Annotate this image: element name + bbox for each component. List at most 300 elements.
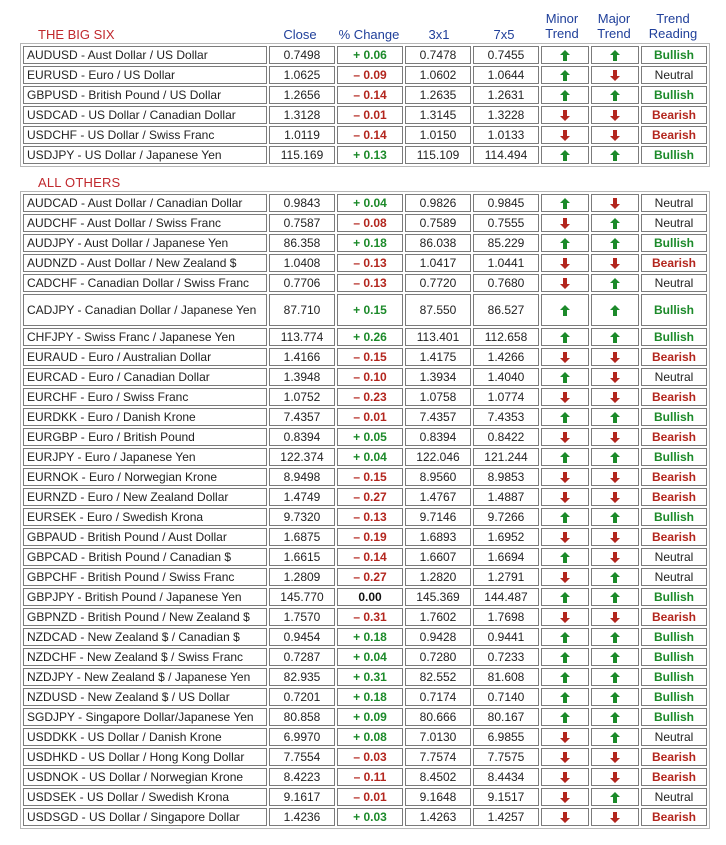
table-row — [23, 146, 707, 164]
close-cell: 0.7706 — [269, 274, 335, 292]
pair-cell: AUDCHF - Aust Dollar / Swiss Franc — [23, 214, 267, 232]
minor-trend-cell — [541, 294, 589, 326]
close-cell: 82.935 — [269, 668, 335, 686]
3x1-cell: 7.4357 — [405, 408, 471, 426]
table-row — [23, 528, 707, 546]
down-arrow-icon — [610, 372, 620, 383]
down-arrow-icon — [610, 392, 620, 403]
up-arrow-icon — [610, 238, 620, 249]
up-arrow-icon — [610, 452, 620, 463]
pct-change-cell: + 0.06 — [337, 46, 403, 64]
7x5-cell: 9.7266 — [473, 508, 539, 526]
down-arrow-icon — [610, 352, 620, 363]
close-cell: 1.2656 — [269, 86, 335, 104]
up-arrow-icon — [560, 692, 570, 703]
up-arrow-icon — [560, 412, 570, 423]
down-arrow-icon — [610, 492, 620, 503]
3x1-cell: 113.401 — [405, 328, 471, 346]
major-trend-cell — [591, 254, 639, 272]
close-cell: 0.7498 — [269, 46, 335, 64]
down-arrow-icon — [610, 612, 620, 623]
up-arrow-icon — [560, 305, 570, 316]
3x1-cell: 7.0130 — [405, 728, 471, 746]
7x5-cell: 86.527 — [473, 294, 539, 326]
all-others-table — [20, 191, 710, 829]
major-trend-cell — [591, 508, 639, 526]
minor-trend-cell — [541, 126, 589, 144]
pair-cell: USDNOK - US Dollar / Norwegian Krone — [23, 768, 267, 786]
3x1-cell: 1.0758 — [405, 388, 471, 406]
pct-change-cell: + 0.03 — [337, 808, 403, 826]
7x5-cell: 7.4353 — [473, 408, 539, 426]
pct-change-cell: – 0.27 — [337, 568, 403, 586]
up-arrow-icon — [560, 632, 570, 643]
3x1-cell: 1.2820 — [405, 568, 471, 586]
pair-cell: GBPUSD - British Pound / US Dollar — [23, 86, 267, 104]
pair-cell: GBPJPY - British Pound / Japanese Yen — [23, 588, 267, 606]
trend-reading-cell: Bullish — [641, 708, 707, 726]
trend-reading-cell: Bearish — [641, 388, 707, 406]
pct-change-cell: – 0.13 — [337, 254, 403, 272]
down-arrow-icon — [560, 532, 570, 543]
table-row — [23, 708, 707, 726]
up-arrow-icon — [560, 150, 570, 161]
table-row — [23, 46, 707, 64]
down-arrow-icon — [610, 198, 620, 209]
trend-reading-cell: Bullish — [641, 688, 707, 706]
major-trend-cell — [591, 488, 639, 506]
pct-change-cell: – 0.15 — [337, 468, 403, 486]
trend-reading-cell: Bearish — [641, 348, 707, 366]
close-cell: 1.6875 — [269, 528, 335, 546]
table-row — [23, 648, 707, 666]
table-row — [23, 508, 707, 526]
up-arrow-icon — [560, 452, 570, 463]
major-trend-cell — [591, 328, 639, 346]
table-row — [23, 234, 707, 252]
close-cell: 0.8394 — [269, 428, 335, 446]
up-arrow-icon — [610, 305, 620, 316]
close-cell: 1.6615 — [269, 548, 335, 566]
7x5-cell: 1.7698 — [473, 608, 539, 626]
down-arrow-icon — [610, 472, 620, 483]
trend-reading-header — [642, 11, 704, 41]
minor-trend-cell — [541, 194, 589, 212]
up-arrow-icon — [610, 50, 620, 61]
major-trend-cell — [591, 428, 639, 446]
table-row — [23, 768, 707, 786]
major-trend-cell — [591, 66, 639, 84]
trend-reading-cell: Neutral — [641, 728, 707, 746]
3x1-cell: 0.7478 — [405, 46, 471, 64]
trend-reading-cell: Bullish — [641, 328, 707, 346]
table-row — [23, 608, 707, 626]
3x1-cell: 9.7146 — [405, 508, 471, 526]
7x5-cell: 112.658 — [473, 328, 539, 346]
down-arrow-icon — [560, 752, 570, 763]
3x1-cell: 9.1648 — [405, 788, 471, 806]
pct-change-cell: – 0.09 — [337, 66, 403, 84]
up-arrow-icon — [560, 712, 570, 723]
minor-trend-cell — [541, 66, 589, 84]
trend-reading-cell: Neutral — [641, 788, 707, 806]
major-trend-cell — [591, 608, 639, 626]
7x5-cell: 144.487 — [473, 588, 539, 606]
table-row — [23, 448, 707, 466]
table-row — [23, 274, 707, 292]
trend-reading-cell: Bullish — [641, 294, 707, 326]
trend-reading-cell: Bearish — [641, 428, 707, 446]
major-trend-cell — [591, 788, 639, 806]
table-row — [23, 548, 707, 566]
close-cell: 1.3128 — [269, 106, 335, 124]
major-trend-cell — [591, 126, 639, 144]
down-arrow-icon — [610, 110, 620, 121]
major-trend-header-line1: Major — [597, 11, 631, 26]
pair-cell: USDCHF - US Dollar / Swiss Franc — [23, 126, 267, 144]
up-arrow-icon — [560, 238, 570, 249]
close-cell: 80.858 — [269, 708, 335, 726]
pair-cell: NZDUSD - New Zealand $ / US Dollar — [23, 688, 267, 706]
close-cell: 87.710 — [269, 294, 335, 326]
pct-change-cell: – 0.11 — [337, 768, 403, 786]
trend-reading-cell: Bearish — [641, 528, 707, 546]
down-arrow-icon — [610, 70, 620, 81]
pair-cell: NZDCAD - New Zealand $ / Canadian $ — [23, 628, 267, 646]
pair-cell: AUDUSD - Aust Dollar / US Dollar — [23, 46, 267, 64]
close-cell: 8.9498 — [269, 468, 335, 486]
pct-change-cell: – 0.01 — [337, 788, 403, 806]
pct-change-cell: – 0.14 — [337, 86, 403, 104]
trend-reading-cell: Bullish — [641, 86, 707, 104]
7x5-cell: 1.0441 — [473, 254, 539, 272]
major-trend-cell — [591, 688, 639, 706]
7x5-cell: 1.2791 — [473, 568, 539, 586]
table-row — [23, 668, 707, 686]
pct-change-cell: – 0.14 — [337, 126, 403, 144]
3x1-cell: 0.7174 — [405, 688, 471, 706]
up-arrow-icon — [560, 652, 570, 663]
major-trend-cell — [591, 548, 639, 566]
pair-cell: AUDCAD - Aust Dollar / Canadian Dollar — [23, 194, 267, 212]
pair-cell: GBPAUD - British Pound / Aust Dollar — [23, 528, 267, 546]
pair-cell: AUDNZD - Aust Dollar / New Zealand $ — [23, 254, 267, 272]
minor-trend-cell — [541, 274, 589, 292]
3x1-cell: 0.7280 — [405, 648, 471, 666]
minor-trend-header-line1: Minor — [545, 11, 579, 26]
table-row — [23, 126, 707, 144]
3x1-cell: 87.550 — [405, 294, 471, 326]
3x1-cell: 8.4502 — [405, 768, 471, 786]
pct-change-cell: – 0.01 — [337, 408, 403, 426]
table-row — [23, 628, 707, 646]
close-cell: 1.0408 — [269, 254, 335, 272]
close-cell: 0.7587 — [269, 214, 335, 232]
pair-cell: EURDKK - Euro / Danish Krone — [23, 408, 267, 426]
table-row — [23, 328, 707, 346]
pct-change-cell: + 0.15 — [337, 294, 403, 326]
table-row — [23, 368, 707, 386]
pair-cell: USDCAD - US Dollar / Canadian Dollar — [23, 106, 267, 124]
up-arrow-icon — [610, 692, 620, 703]
down-arrow-icon — [560, 392, 570, 403]
major-trend-header-line2: Trend — [597, 26, 631, 41]
pct-change-cell: – 0.13 — [337, 274, 403, 292]
pct-change-cell: + 0.13 — [337, 146, 403, 164]
trend-reading-cell: Neutral — [641, 568, 707, 586]
7x5-cell: 7.7575 — [473, 748, 539, 766]
trend-reading-cell: Bullish — [641, 648, 707, 666]
7x5-cell: 8.4434 — [473, 768, 539, 786]
column-header-row — [0, 10, 726, 44]
minor-trend-header — [537, 11, 587, 41]
trend-reading-cell: Bullish — [641, 46, 707, 64]
close-cell: 6.9970 — [269, 728, 335, 746]
3x1-cell: 145.369 — [405, 588, 471, 606]
trend-reading-cell: Bearish — [641, 468, 707, 486]
3x1-cell: 0.7720 — [405, 274, 471, 292]
up-arrow-icon — [560, 672, 570, 683]
minor-trend-cell — [541, 328, 589, 346]
3x1-cell: 82.552 — [405, 668, 471, 686]
major-trend-cell — [591, 728, 639, 746]
pair-cell: NZDJPY - New Zealand $ / Japanese Yen — [23, 668, 267, 686]
3x1-cell: 1.4263 — [405, 808, 471, 826]
up-arrow-icon — [560, 70, 570, 81]
close-cell: 0.7201 — [269, 688, 335, 706]
table-row — [23, 748, 707, 766]
3x1-cell: 1.6893 — [405, 528, 471, 546]
pair-cell: USDSGD - US Dollar / Singapore Dollar — [23, 808, 267, 826]
pair-cell: USDDKK - US Dollar / Danish Krone — [23, 728, 267, 746]
trend-reading-cell: Bearish — [641, 608, 707, 626]
up-arrow-icon — [560, 592, 570, 603]
major-trend-cell — [591, 46, 639, 64]
trend-reading-cell: Bearish — [641, 106, 707, 124]
pair-cell: GBPCHF - British Pound / Swiss Franc — [23, 568, 267, 586]
3x1-cell: 1.4175 — [405, 348, 471, 366]
pair-cell: EURNZD - Euro / New Zealand Dollar — [23, 488, 267, 506]
major-trend-cell — [591, 234, 639, 252]
down-arrow-icon — [560, 572, 570, 583]
trend-reading-cell: Bullish — [641, 146, 707, 164]
major-trend-cell — [591, 294, 639, 326]
table-row — [23, 568, 707, 586]
down-arrow-icon — [560, 732, 570, 743]
trend-reading-cell: Bullish — [641, 628, 707, 646]
trend-reading-cell: Neutral — [641, 274, 707, 292]
major-trend-cell — [591, 568, 639, 586]
7x5-cell: 1.4040 — [473, 368, 539, 386]
close-cell: 7.7554 — [269, 748, 335, 766]
big-six-title: THE BIG SIX — [38, 27, 115, 42]
up-arrow-icon — [610, 792, 620, 803]
close-cell: 113.774 — [269, 328, 335, 346]
up-arrow-icon — [610, 732, 620, 743]
pair-cell: USDHKD - US Dollar / Hong Kong Dollar — [23, 748, 267, 766]
minor-trend-cell — [541, 528, 589, 546]
table-row — [23, 86, 707, 104]
trend-reading-cell: Bearish — [641, 126, 707, 144]
minor-trend-cell — [541, 46, 589, 64]
pct-change-cell: + 0.18 — [337, 688, 403, 706]
pair-cell: GBPNZD - British Pound / New Zealand $ — [23, 608, 267, 626]
pair-cell: CADJPY - Canadian Dollar / Japanese Yen — [23, 294, 267, 326]
7x5-cell: 121.244 — [473, 448, 539, 466]
close-cell: 9.7320 — [269, 508, 335, 526]
close-cell: 145.770 — [269, 588, 335, 606]
7x5-cell: 1.6694 — [473, 548, 539, 566]
trend-reading-cell: Neutral — [641, 368, 707, 386]
minor-trend-cell — [541, 106, 589, 124]
major-trend-cell — [591, 628, 639, 646]
pair-cell: EURNOK - Euro / Norwegian Krone — [23, 468, 267, 486]
table-row — [23, 294, 707, 326]
pair-cell: EURCHF - Euro / Swiss Franc — [23, 388, 267, 406]
table-row — [23, 348, 707, 366]
trend-reading-cell: Neutral — [641, 66, 707, 84]
pct-change-cell: + 0.18 — [337, 628, 403, 646]
up-arrow-icon — [610, 278, 620, 289]
minor-trend-cell — [541, 254, 589, 272]
pct-change-cell: – 0.08 — [337, 214, 403, 232]
pair-cell: EURCAD - Euro / Canadian Dollar — [23, 368, 267, 386]
minor-trend-cell — [541, 508, 589, 526]
minor-trend-cell — [541, 688, 589, 706]
7x5-cell: 1.6952 — [473, 528, 539, 546]
minor-trend-cell — [541, 788, 589, 806]
table-row — [23, 588, 707, 606]
3x1-cell: 1.7602 — [405, 608, 471, 626]
7x5-cell: 80.167 — [473, 708, 539, 726]
close-cell: 115.169 — [269, 146, 335, 164]
trend-reading-cell: Bearish — [641, 254, 707, 272]
up-arrow-icon — [610, 150, 620, 161]
pct-change-cell: + 0.05 — [337, 428, 403, 446]
pair-cell: CADCHF - Canadian Dollar / Swiss Franc — [23, 274, 267, 292]
major-trend-cell — [591, 708, 639, 726]
down-arrow-icon — [560, 492, 570, 503]
minor-trend-cell — [541, 728, 589, 746]
7x5-cell: 1.2631 — [473, 86, 539, 104]
3x1-cell: 1.4767 — [405, 488, 471, 506]
up-arrow-icon — [560, 198, 570, 209]
7x5-cell: 1.4887 — [473, 488, 539, 506]
7x5-cell: 8.9853 — [473, 468, 539, 486]
minor-trend-cell — [541, 568, 589, 586]
up-arrow-icon — [610, 218, 620, 229]
3x1-cell: 115.109 — [405, 146, 471, 164]
trend-reading-header-line1: Trend — [656, 11, 690, 26]
7x5-cell: 1.0774 — [473, 388, 539, 406]
minor-trend-cell — [541, 708, 589, 726]
pair-cell: EURAUD - Euro / Australian Dollar — [23, 348, 267, 366]
major-trend-cell — [591, 648, 639, 666]
7x5-cell: 1.4266 — [473, 348, 539, 366]
up-arrow-icon — [610, 672, 620, 683]
pair-cell: EURJPY - Euro / Japanese Yen — [23, 448, 267, 466]
minor-trend-cell — [541, 428, 589, 446]
minor-trend-cell — [541, 468, 589, 486]
close-cell: 122.374 — [269, 448, 335, 466]
3x1-cell: 0.9826 — [405, 194, 471, 212]
pct-change-cell: – 0.23 — [337, 388, 403, 406]
major-trend-header — [588, 11, 640, 41]
close-header: Close — [283, 27, 317, 42]
minor-trend-cell — [541, 588, 589, 606]
pct-change-cell: + 0.04 — [337, 194, 403, 212]
pair-cell: USDSEK - US Dollar / Swedish Krona — [23, 788, 267, 806]
close-cell: 1.4749 — [269, 488, 335, 506]
7x5-cell: 114.494 — [473, 146, 539, 164]
up-arrow-icon — [610, 712, 620, 723]
table-row — [23, 408, 707, 426]
down-arrow-icon — [560, 812, 570, 823]
up-arrow-icon — [560, 552, 570, 563]
up-arrow-icon — [610, 512, 620, 523]
pct-change-cell: – 0.01 — [337, 106, 403, 124]
down-arrow-icon — [610, 752, 620, 763]
down-arrow-icon — [610, 552, 620, 563]
major-trend-cell — [591, 528, 639, 546]
table-row — [23, 66, 707, 84]
7x5-cell: 1.3228 — [473, 106, 539, 124]
pair-cell: CHFJPY - Swiss Franc / Japanese Yen — [23, 328, 267, 346]
table-row — [23, 388, 707, 406]
down-arrow-icon — [610, 812, 620, 823]
all-others-title: ALL OTHERS — [38, 175, 121, 190]
pct-change-cell: – 0.27 — [337, 488, 403, 506]
3x1-cell: 1.0602 — [405, 66, 471, 84]
7x5-cell: 0.9441 — [473, 628, 539, 646]
table-row — [23, 254, 707, 272]
up-arrow-icon — [610, 572, 620, 583]
trend-reading-cell: Neutral — [641, 548, 707, 566]
3x1-cell: 0.8394 — [405, 428, 471, 446]
up-arrow-icon — [560, 50, 570, 61]
minor-trend-cell — [541, 748, 589, 766]
7x5-cell: 0.9845 — [473, 194, 539, 212]
major-trend-cell — [591, 468, 639, 486]
7x5-cell: 1.4257 — [473, 808, 539, 826]
trend-reading-cell: Neutral — [641, 194, 707, 212]
up-arrow-icon — [610, 632, 620, 643]
pct-change-cell: – 0.14 — [337, 548, 403, 566]
up-arrow-icon — [610, 412, 620, 423]
7x5-cell: 1.0133 — [473, 126, 539, 144]
pct-change-cell: + 0.08 — [337, 728, 403, 746]
minor-trend-cell — [541, 408, 589, 426]
table-row — [23, 194, 707, 212]
major-trend-cell — [591, 448, 639, 466]
major-trend-cell — [591, 408, 639, 426]
minor-trend-cell — [541, 648, 589, 666]
close-cell: 0.7287 — [269, 648, 335, 666]
trend-reading-cell: Bearish — [641, 748, 707, 766]
down-arrow-icon — [610, 258, 620, 269]
3x1-cell: 7.7574 — [405, 748, 471, 766]
pct-change-cell: + 0.04 — [337, 448, 403, 466]
7x5-header: 7x5 — [493, 27, 515, 42]
trend-reading-cell: Bullish — [641, 234, 707, 252]
minor-trend-cell — [541, 488, 589, 506]
minor-trend-cell — [541, 388, 589, 406]
3x1-cell: 80.666 — [405, 708, 471, 726]
up-arrow-icon — [560, 372, 570, 383]
close-cell: 9.1617 — [269, 788, 335, 806]
down-arrow-icon — [610, 772, 620, 783]
pct-change-cell: + 0.18 — [337, 234, 403, 252]
